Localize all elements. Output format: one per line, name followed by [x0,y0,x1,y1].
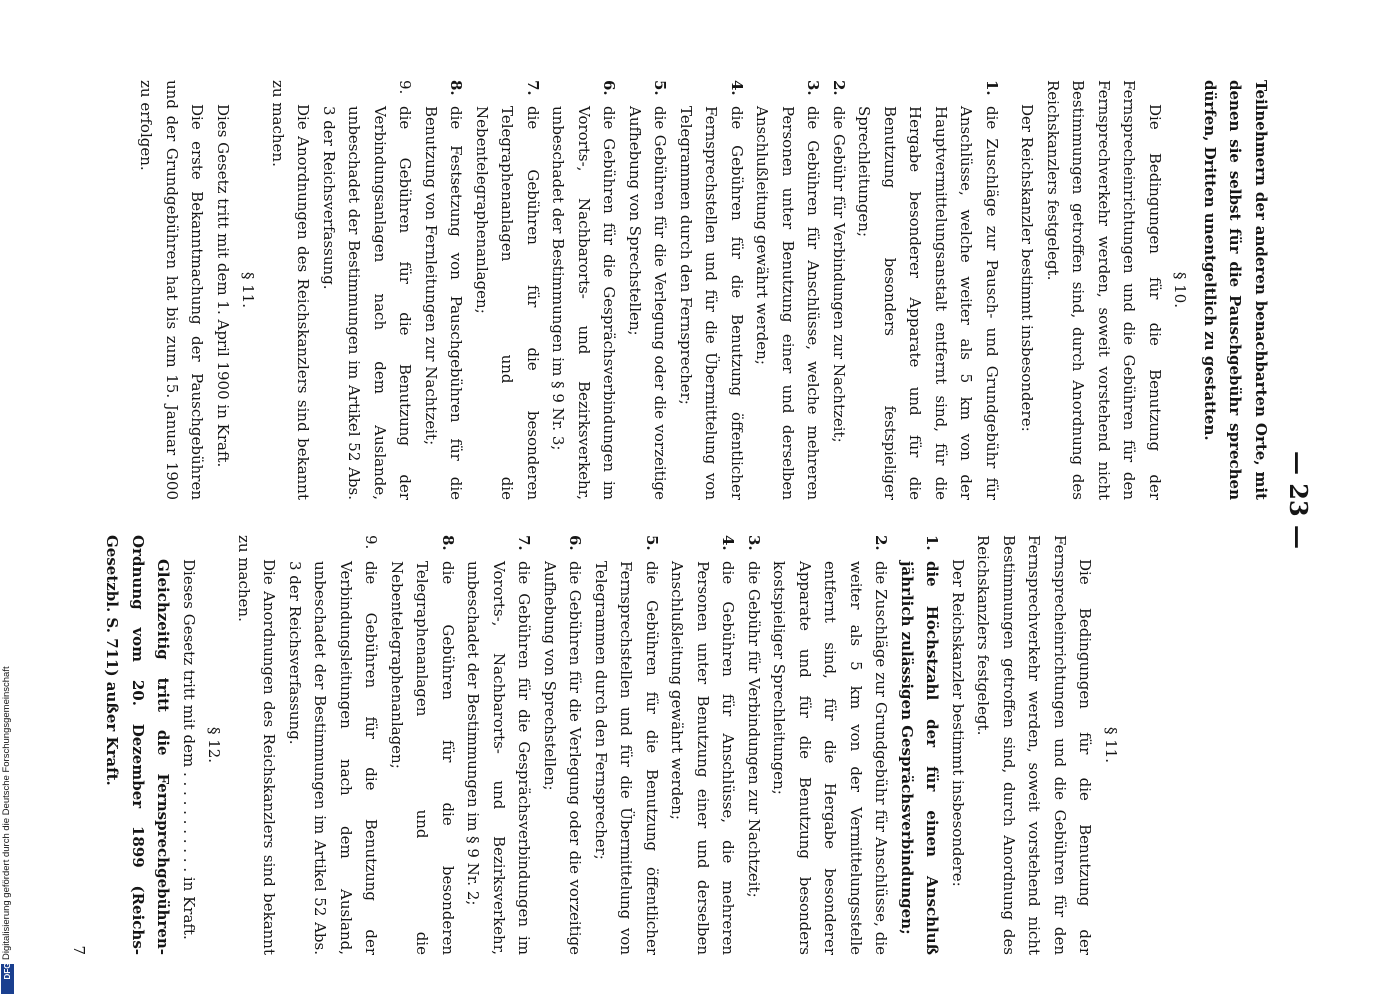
section-12-heading: § 12. [205,726,224,764]
list-item: 8. die Festsetzung von Pauschgebühren für die Benutzung von Fernleitungen zur Nachtzeit; [422,80,466,500]
list-item: 6. die Gebühren für die Gesprächsverbindungen im Vororts-, Nachbarorts- und Bezirksverkehr, unbeschadet der Bestimmungen im § 9 Nr. 3; [549,80,619,500]
list-item: 5. die Gebühren für die Verlegung oder die vorzeitige Aufhebung von Sprechstellen; [626,80,670,500]
list-item: 7. die Gebühren für die besonderen Telegraphenanlagen und die Nebentelegraphenanlagen; [473,80,542,500]
list-item: 1. die Höchstzahl der für einen Anschluß jährlich zulässigen Gesprächsverbindungen; [898,535,942,955]
section-11-lead: Der Reichskanzler bestimmt insbesondere: [949,559,967,887]
footer-mark: 7 [70,945,88,955]
list-item: 9. die Gebühren für die Benutzung der Verbindungsanlagen nach dem Auslande, unbeschadet der Bestimmungen im Artikel 52 Abs. 3 der Reichsverfassung. [320,80,415,500]
list-item: 4. die Gebühren für die Benutzung öffentlicher Fernsprechstellen und für die Übermittelung von Telegrammen durch den Fernsprecher; [677,80,746,500]
list-item: 2. die Gebühr für Verbindungen zur Nachtzeit; [830,80,848,443]
list-item: 6. die Gebühren für die Verlegung oder die vorzeitige Aufhebung von Sprechstellen; [541,535,585,955]
dfg-logo-text: DFG [3,962,12,980]
list-item: 5. die Gebühren für die Benutzung öffentlicher Fernsprechstellen und für die Übermittelung von Telegrammen durch den Fernsprecher; [592,535,661,955]
list-item: 4. die Gebühren für Anschlüsse, die mehreren Personen unter Benutzung einer und derselben Anschlußleitung gewährt werden; [668,535,738,955]
section-10-paragraph: Die Bedingungen für die Benutzung der Fernsprecheinrichtungen und die Gebühren für den Fernsprechverkehr werden, soweit vorstehend nicht Bestimmungen getroffen sind, durch Anordnung des Reichskanzlers festgelegt. [1044,80,1164,500]
list-item: 3. die Gebühr für Verbindungen zur Nachtzeit; [745,535,763,898]
closing-paragraph: Die Anordnungen des Reichskanzlers sind bekannt zu machen. [269,80,313,500]
dfg-credit-text: Digitalisierung gefördert durch die Deutsche Forschungsgemeinschaft [1,666,12,960]
section-11-heading: § 11. [1102,726,1120,764]
list-item: 8. die Gebühren für die besonderen Telegraphenanlagen und die Nebentelegraphenanlagen; [388,535,457,955]
intro-bold-text: Teilnehmern der anderen benachbarten Orte, mit denen sie selbst für die Pauschgebühr sprechen dürfen, Dritten unentgeltlich zu gestatten. [1201,80,1270,500]
section-10-heading: § 10. [1171,271,1190,309]
list-item: 7. die Gebühren für die Gesprächsverbindungen im Vororts-, Nachbarorts- und Bezirksverkehr, unbeschadet der Bestimmungen im § 9 Nr. 2; [464,535,534,955]
list-item: 1. die Zuschläge zur Pausch- und Grundgebühr für Anschlüsse, welche weiter als 5 km von der Hauptvermittelungsanstalt entfernt sind, für die Hergabe besonderer Apparate und für die Benutzung besonders festspieliger Sprechleitungen; [855,80,1001,500]
section-10-lead: Der Reichskanzler bestimmt insbesondere: [1018,104,1037,432]
list-item: 3. die Gebühren für Anschlüsse, welche mehreren Personen unter Benutzung einer und derselben Anschlußleitung gewährt werden; [753,80,823,500]
final-paragraph: Die erste Bekanntmachung der Pauschgebühren und der Grundgebühren hat bis zum 15. Januar 1900 zu erfolgen. [137,80,207,500]
section-11-paragraph: Dies Gesetz tritt mit dem 1. April 1900 in Kraft. [214,104,232,468]
closing-paragraph: Die Anordnungen des Reichskanzlers sind bekannt zu machen. [235,535,279,955]
section-12-paragraph: Dieses Gesetz tritt mit dem . . . . . . . . . . . in Kraft. [180,559,198,940]
page-number: — 23 — [1284,450,1313,550]
final-bold-paragraph: Gleichzeitig tritt die Fernsprechgebühren-Ordnung vom 20. Dezember 1899 (Reichs-Gesetzbl. S. 711) außer Kraft. [103,535,173,955]
section-11-heading: § 11. [239,271,258,309]
section-11-paragraph: Die Bedingungen für die Benutzung der Fernsprecheinrichtungen und die Gebühren für den Fernsprechverkehr werden, soweit vorstehend nicht Bestimmungen getroffen sind, durch Anordnung des Reichskanzlers festgelegt. [974,535,1095,955]
list-item: 2. die Zuschläge zur Grundgebühr für Anschlüsse, die weiter als 5 km von der Vermittelungsstelle entfernt sind, für die Hergabe besonderer Apparate und für die Benutzung besonders kostspieliger Sprechleitungen; [770,535,891,955]
list-item: 9. die Gebühren für die Benutzung der Verbindungsleitungen nach dem Ausland, unbeschadet der Bestimmungen im Artikel 52 Abs. 3 der Reichsverfassung. [286,535,381,955]
right-column [66,535,1274,955]
left-column [133,80,1273,500]
